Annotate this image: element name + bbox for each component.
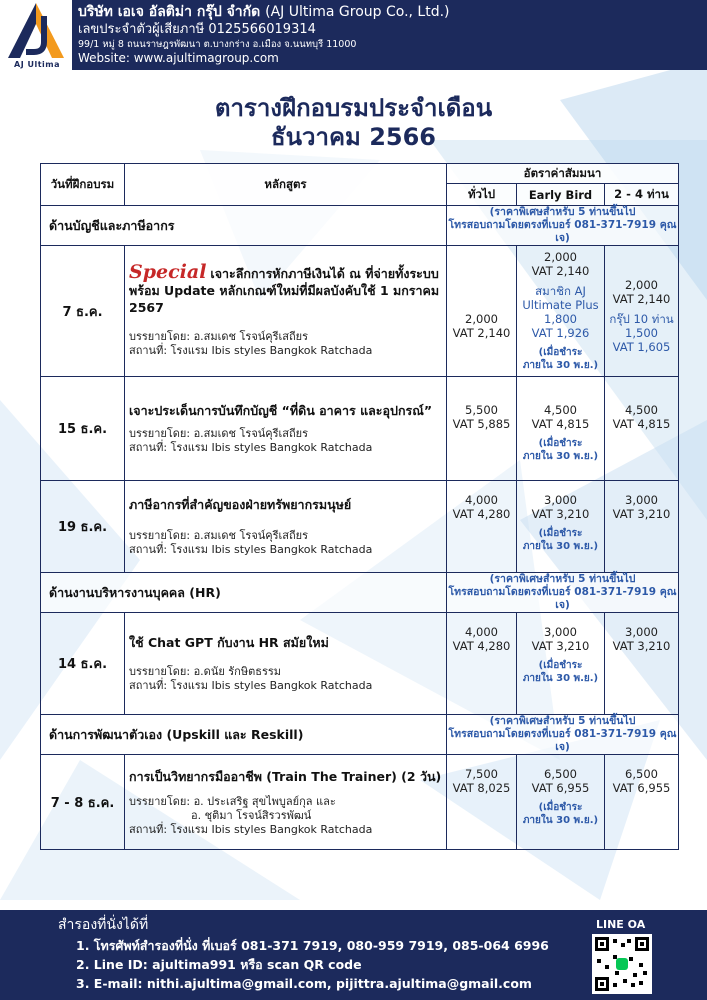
section-row xyxy=(41,715,679,755)
price-general-value: 7,500 xyxy=(465,767,498,781)
page-subtitle: ธันวาคม 2566 xyxy=(270,123,437,151)
aj-logo-icon xyxy=(0,0,72,60)
price-group xyxy=(605,481,679,573)
course-info xyxy=(125,246,447,377)
booking-footer xyxy=(0,910,707,1000)
company-logo xyxy=(0,0,72,70)
price-early-value: 3,000 xyxy=(544,493,577,507)
company-address: 99/1 หมู่ 8 ถนนราษฎรพัฒนา ต.บางกร่าง อ.เมือง จ.นนทบุรี 11000 xyxy=(78,39,357,50)
price-group xyxy=(605,246,679,377)
group-extra-label: กรุ๊ป 10 ท่าน xyxy=(609,312,674,326)
footer-title: สำรองที่นั่งได้ที่ xyxy=(58,917,149,933)
line-qr-code[interactable] xyxy=(592,934,652,994)
course-title xyxy=(129,261,442,316)
course-title: ใช้ Chat GPT กับงาน HR สมัยใหม่ xyxy=(129,635,329,650)
early-bird-note xyxy=(519,801,602,827)
price-general-value: 4,000 xyxy=(465,493,498,507)
table-row xyxy=(41,481,679,573)
company-website[interactable]: Website: www.ajultimagroup.com xyxy=(78,51,279,65)
price-early-value: 4,500 xyxy=(544,403,577,417)
header-early-bird: Early Bird xyxy=(517,184,605,206)
section-note-line2: โทรสอบถามโดยตรงที่เบอร์ 081-371-7919 คุณเจ) xyxy=(448,728,677,753)
price-general xyxy=(447,377,517,481)
early-note-line2: ภายใน 30 พ.ย.) xyxy=(522,673,599,684)
price-general-vat: VAT 5,885 xyxy=(452,417,511,431)
early-note-line2: ภายใน 30 พ.ย.) xyxy=(522,360,599,371)
course-venue: สถานที่: โรงแรม Ibis styles Bangkok Ratchada xyxy=(129,344,373,357)
early-bird-note xyxy=(519,346,602,372)
price-early-value: 3,000 xyxy=(544,625,577,639)
price-early-vat: VAT 3,210 xyxy=(531,507,590,521)
course-date: 19 ธ.ค. xyxy=(41,481,125,573)
header-date: วันที่ฝึกอบรม xyxy=(41,164,125,206)
price-early-bird xyxy=(517,755,605,850)
member-vat: VAT 1,926 xyxy=(531,326,590,340)
price-early-bird xyxy=(517,613,605,715)
early-note-line1: (เมื่อชำระ xyxy=(538,438,583,449)
course-speaker: บรรยายโดย: อ.สมเดช โรจน์คุรีเสถียร xyxy=(129,529,309,542)
course-venue: สถานที่: โรงแรม Ibis styles Bangkok Ratchada xyxy=(129,441,373,454)
page-title: ตารางฝึกอบรมประจำเดือน xyxy=(214,94,493,122)
member-label-1: สมาชิก AJ xyxy=(535,284,586,298)
group-extra-vat: VAT 1,605 xyxy=(612,340,671,354)
price-early-value: 6,500 xyxy=(544,767,577,781)
price-general-vat: VAT 2,140 xyxy=(452,326,511,340)
price-group-value: 2,000 xyxy=(625,278,658,292)
company-name xyxy=(78,3,450,21)
price-general xyxy=(447,755,517,850)
section-title-text: ด้านการพัฒนาตัวเอง (Upskill และ Reskill) xyxy=(49,726,304,742)
price-group-vat: VAT 3,210 xyxy=(612,507,671,521)
section-title xyxy=(41,573,447,613)
section-row xyxy=(41,573,679,613)
qr-code-icon xyxy=(595,937,649,991)
contact-phone[interactable]: 1. โทรศัพท์สำรองที่นั่ง ที่เบอร์ 081-371 7919, 080-959 7919, 085-064 6996 xyxy=(76,938,549,953)
price-group xyxy=(605,377,679,481)
table-row xyxy=(41,755,679,850)
course-venue: สถานที่: โรงแรม Ibis styles Bangkok Ratchada xyxy=(129,822,373,836)
section-note-line1: (ราคาพิเศษสำหรับ 5 ท่านขึ้นไป xyxy=(489,715,636,727)
price-group xyxy=(605,755,679,850)
course-speaker: บรรยายโดย: อ. ประเสริฐ สุขไพบูลย์กุล และ xyxy=(129,794,336,808)
section-note-line1: (ราคาพิเศษสำหรับ 5 ท่านขึ้นไป xyxy=(489,573,636,585)
company-name-th: บริษัท เอเจ อัลติม่า กรุ๊ป จำกัด xyxy=(78,4,261,20)
section-title-text: ด้านงานบริหารงานบุคคล (HR) xyxy=(49,584,221,600)
price-general-value: 4,000 xyxy=(465,625,498,639)
price-early-vat: VAT 3,210 xyxy=(531,639,590,653)
group-extra-price: 1,500 xyxy=(625,326,658,340)
price-early-vat: VAT 6,955 xyxy=(531,781,590,795)
table-row xyxy=(41,377,679,481)
table-row xyxy=(41,246,679,377)
training-schedule-table xyxy=(40,163,679,850)
price-group-value: 4,500 xyxy=(625,403,658,417)
price-group-value: 3,000 xyxy=(625,493,658,507)
logo-text: AJ Ultima xyxy=(14,60,60,69)
contact-line[interactable]: 2. Line ID: ajultima991 หรือ scan QR code xyxy=(76,957,362,972)
contact-list xyxy=(76,936,549,993)
price-general-vat: VAT 8,025 xyxy=(452,781,511,795)
price-general-value: 5,500 xyxy=(465,403,498,417)
early-note-line1: (เมื่อชำระ xyxy=(538,528,583,539)
section-note-line2: โทรสอบถามโดยตรงที่เบอร์ 081-371-7919 คุณเจ) xyxy=(448,586,677,611)
price-general-vat: VAT 4,280 xyxy=(452,639,511,653)
course-speaker: บรรยายโดย: อ.สมเดช โรจน์คุรีเสถียร xyxy=(129,427,309,440)
price-group-value: 6,500 xyxy=(625,767,658,781)
price-general xyxy=(447,481,517,573)
course-date: 15 ธ.ค. xyxy=(41,377,125,481)
price-early-value: 2,000 xyxy=(544,250,577,264)
header-course: หลักสูตร xyxy=(125,164,447,206)
line-oa-label: LINE OA xyxy=(596,918,646,931)
member-label-2: Ultimate Plus xyxy=(522,298,599,312)
header-price: อัตราค่าสัมมนา xyxy=(447,164,679,184)
price-general xyxy=(447,613,517,715)
header-group: 2 - 4 ท่าน xyxy=(605,184,679,206)
section-row xyxy=(41,206,679,246)
section-note xyxy=(447,715,679,755)
section-title xyxy=(41,206,447,246)
header-general: ทั่วไป xyxy=(447,184,517,206)
price-general-vat: VAT 4,280 xyxy=(452,507,511,521)
early-note-line1: (เมื่อชำระ xyxy=(538,347,583,358)
course-speaker: บรรยายโดย: อ.ดนัย รักษิตธรรม xyxy=(129,665,282,678)
price-early-bird xyxy=(517,246,605,377)
price-early-vat: VAT 4,815 xyxy=(531,417,590,431)
contact-email[interactable]: 3. E-mail: nithi.ajultima@gmail.com, pijittra.ajultima@gmail.com xyxy=(76,976,532,991)
price-group-vat: VAT 6,955 xyxy=(612,781,671,795)
course-venue: สถานที่: โรงแรม Ibis styles Bangkok Ratchada xyxy=(129,543,373,556)
course-title: การเป็นวิทยากรมืออาชีพ (Train The Trainer) (2 วัน) xyxy=(129,768,442,784)
section-title xyxy=(41,715,447,755)
section-title-text: ด้านบัญชีและภาษีอากร xyxy=(49,217,175,233)
price-early-bird xyxy=(517,377,605,481)
company-name-en: (AJ Ultima Group Co., Ltd.) xyxy=(265,4,450,20)
price-group xyxy=(605,613,679,715)
early-bird-note xyxy=(519,527,602,553)
section-note-line2: โทรสอบถามโดยตรงที่เบอร์ 081-371-7919 คุณเจ) xyxy=(448,219,677,244)
early-note-line2: ภายใน 30 พ.ย.) xyxy=(522,451,599,462)
course-venue: สถานที่: โรงแรม Ibis styles Bangkok Ratchada xyxy=(129,679,373,692)
table-row xyxy=(41,613,679,715)
course-info xyxy=(125,481,447,573)
price-early-vat: VAT 2,140 xyxy=(531,264,590,278)
member-price: 1,800 xyxy=(544,312,577,326)
early-bird-note xyxy=(519,437,602,463)
early-note-line2: ภายใน 30 พ.ย.) xyxy=(522,541,599,552)
early-note-line1: (เมื่อชำระ xyxy=(538,660,583,671)
course-date: 14 ธ.ค. xyxy=(41,613,125,715)
course-title-text: เจาะลึกการหักภาษีเงินได้ ณ ที่จ่ายทั้งระบบ พร้อม Update หลักเกณฑ์ใหม่ที่มีผลบังคับใช้ 1 มกราคม 2567 xyxy=(129,266,440,315)
price-early-bird xyxy=(517,481,605,573)
section-note xyxy=(447,206,679,246)
course-title: เจาะประเด็นการบันทึกบัญชี “ที่ดิน อาคาร และอุปกรณ์” xyxy=(129,403,433,418)
price-group-value: 3,000 xyxy=(625,625,658,639)
tax-id: เลขประจำตัวผู้เสียภาษี 0125566019314 xyxy=(78,22,316,37)
early-note-line2: ภายใน 30 พ.ย.) xyxy=(522,815,599,826)
section-note-line1: (ราคาพิเศษสำหรับ 5 ท่านขึ้นไป xyxy=(489,206,636,218)
course-title: ภาษีอากรที่สำคัญของฝ่ายทรัพยากรมนุษย์ xyxy=(129,497,352,512)
course-info xyxy=(125,377,447,481)
course-speaker-2: อ. ชุติมา โรจน์สิรวรพัฒน์ xyxy=(191,808,312,822)
section-note xyxy=(447,573,679,613)
course-info xyxy=(125,755,447,850)
price-group-vat: VAT 2,140 xyxy=(612,292,671,306)
company-header xyxy=(0,0,707,70)
course-speaker: บรรยายโดย: อ.สมเดช โรจน์คุรีเสถียร xyxy=(129,330,309,343)
price-group-vat: VAT 4,815 xyxy=(612,417,671,431)
early-bird-note xyxy=(519,659,602,685)
course-info xyxy=(125,613,447,715)
price-general-value: 2,000 xyxy=(465,312,498,326)
course-date: 7 ธ.ค. xyxy=(41,246,125,377)
special-badge: Special xyxy=(129,261,207,283)
early-note-line1: (เมื่อชำระ xyxy=(538,802,583,813)
price-general xyxy=(447,246,517,377)
course-date: 7 - 8 ธ.ค. xyxy=(41,755,125,850)
price-group-vat: VAT 3,210 xyxy=(612,639,671,653)
